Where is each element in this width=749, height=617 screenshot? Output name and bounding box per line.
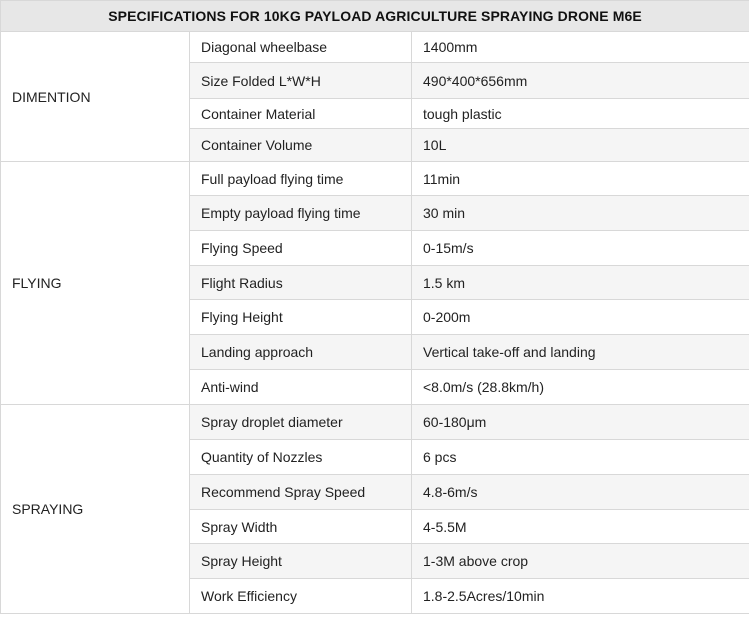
spec-label: Landing approach bbox=[190, 335, 412, 370]
table-row bbox=[1, 32, 749, 63]
spec-value: Vertical take-off and landing bbox=[412, 335, 749, 370]
spec-label: Work Efficiency bbox=[190, 579, 412, 614]
spec-label: Spray droplet diameter bbox=[190, 405, 412, 440]
spec-value: <8.0m/s (28.8km/h) bbox=[412, 370, 749, 405]
spec-label: Diagonal wheelbase bbox=[190, 32, 412, 63]
spec-label: Empty payload flying time bbox=[190, 196, 412, 231]
group-label: DIMENTION bbox=[1, 32, 190, 162]
spec-value: tough plastic bbox=[412, 99, 749, 129]
spec-value: 0-15m/s bbox=[412, 231, 749, 266]
spec-label: Container Material bbox=[190, 99, 412, 129]
spec-value: 6 pcs bbox=[412, 440, 749, 475]
spec-value: 1-3M above crop bbox=[412, 544, 749, 579]
spec-label: Spray Width bbox=[190, 510, 412, 544]
spec-label: Size Folded L*W*H bbox=[190, 63, 412, 99]
spec-body bbox=[1, 32, 749, 614]
spec-label: Flying Speed bbox=[190, 231, 412, 266]
table-row bbox=[1, 162, 749, 196]
spec-label: Recommend Spray Speed bbox=[190, 475, 412, 510]
spec-value: 0-200m bbox=[412, 300, 749, 335]
spec-label: Flight Radius bbox=[190, 266, 412, 300]
spec-label: Full payload flying time bbox=[190, 162, 412, 196]
spec-label: Anti-wind bbox=[190, 370, 412, 405]
group-label: FLYING bbox=[1, 162, 190, 405]
table-title: SPECIFICATIONS FOR 10KG PAYLOAD AGRICULTURE SPRAYING DRONE M6E bbox=[1, 1, 749, 32]
spec-label: Spray Height bbox=[190, 544, 412, 579]
spec-value: 490*400*656mm bbox=[412, 63, 749, 99]
group-label: SPRAYING bbox=[1, 405, 190, 614]
spec-value: 10L bbox=[412, 129, 749, 162]
spec-label: Flying Height bbox=[190, 300, 412, 335]
spec-value: 11min bbox=[412, 162, 749, 196]
table-row bbox=[1, 405, 749, 440]
spec-value: 1.8-2.5Acres/10min bbox=[412, 579, 749, 614]
spec-value: 60-180μm bbox=[412, 405, 749, 440]
spec-label: Container Volume bbox=[190, 129, 412, 162]
title-row bbox=[1, 1, 749, 32]
spec-value: 4-5.5M bbox=[412, 510, 749, 544]
spec-label: Quantity of Nozzles bbox=[190, 440, 412, 475]
spec-value: 30 min bbox=[412, 196, 749, 231]
spec-value: 4.8-6m/s bbox=[412, 475, 749, 510]
spec-value: 1400mm bbox=[412, 32, 749, 63]
spec-value: 1.5 km bbox=[412, 266, 749, 300]
